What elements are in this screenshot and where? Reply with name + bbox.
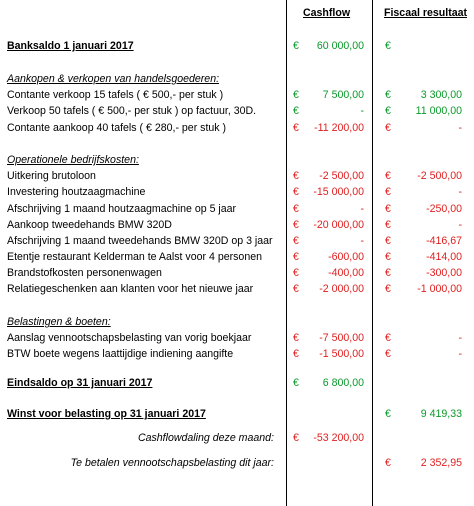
row-label: Banksaldo 1 januari 2017 <box>7 40 134 52</box>
cashflow-value: - <box>360 105 364 117</box>
cashflow-value: -2 000,00 <box>319 283 364 295</box>
row-label: Aanslag vennootschapsbelasting van vorig boekjaar <box>7 332 252 344</box>
cashflow-value: -600,00 <box>328 251 364 263</box>
table-row <box>0 183 474 201</box>
cashflow-value: -20 000,00 <box>313 219 364 231</box>
cashflow-value: 6 800,00 <box>322 377 364 389</box>
fiscal-currency-symbol: € <box>385 348 391 360</box>
cashflow-currency-symbol: € <box>293 267 299 279</box>
row-label: Afschrijving 1 maand houtzaagmachine op 5 jaar <box>7 203 237 215</box>
row-label: Uitkering brutoloon <box>7 170 96 182</box>
cashflow-value: - <box>360 203 364 215</box>
row-label: Etentje restaurant Kelderman te Aalst voor 4 personen <box>7 251 262 263</box>
cashflow-value: -1 500,00 <box>319 348 364 360</box>
fiscal-currency-symbol: € <box>385 283 391 295</box>
fiscal-currency-symbol: € <box>385 219 391 231</box>
fiscal-currency-symbol: € <box>385 251 391 263</box>
cashflow-currency-symbol: € <box>293 105 299 117</box>
cashflow-currency-symbol: € <box>293 186 299 198</box>
fiscal-currency-symbol: € <box>385 170 391 182</box>
table-row <box>0 280 474 298</box>
cashflow-currency-symbol: € <box>293 122 299 134</box>
cashflow-value: 7 500,00 <box>322 89 364 101</box>
cashflow-value: - <box>360 235 364 247</box>
fiscal-value: -414,00 <box>426 251 462 263</box>
cashflow-value: -400,00 <box>328 267 364 279</box>
fiscal-currency-symbol: € <box>385 89 391 101</box>
table-row <box>0 37 474 55</box>
row-label: Investering houtzaagmachine <box>7 186 146 198</box>
row-label: Contante verkoop 15 tafels ( € 500,- per stuk ) <box>7 89 224 101</box>
table-row <box>0 374 474 392</box>
fiscal-value: 3 300,00 <box>420 89 462 101</box>
fiscal-currency-symbol: € <box>385 408 391 420</box>
row-label: Brandstofkosten personenwagen <box>7 267 162 279</box>
fiscal-value: -416,67 <box>426 235 462 247</box>
cashflow-value: -15 000,00 <box>313 186 364 198</box>
table-row <box>0 405 474 423</box>
section-title: Aankopen & verkopen van handelsgoederen: <box>7 73 220 85</box>
fiscal-value: -300,00 <box>426 267 462 279</box>
cashflow-value: 60 000,00 <box>316 40 364 52</box>
fiscal-value: - <box>458 219 462 231</box>
cashflow-currency-symbol: € <box>293 170 299 182</box>
row-label: Te betalen vennootschapsbelasting dit jaar: <box>70 457 274 469</box>
cashflow-currency-symbol: € <box>293 219 299 231</box>
fiscal-value: -250,00 <box>426 203 462 215</box>
fiscal-value: 2 352,95 <box>420 457 462 469</box>
cashflow-currency-symbol: € <box>293 377 299 389</box>
row-label: Cashflowdaling deze maand: <box>137 432 274 444</box>
table-row <box>0 454 474 472</box>
fiscal-value: 9 419,33 <box>420 408 462 420</box>
fiscal-value: 11 000,00 <box>415 105 462 117</box>
cashflow-currency-symbol: € <box>293 203 299 215</box>
cashflow-currency-symbol: € <box>293 40 299 52</box>
fiscal-value: - <box>458 122 462 134</box>
row-label: Verkoop 50 tafels ( € 500,- per stuk ) op factuur, 30D. <box>7 105 257 117</box>
fiscal-currency-symbol: € <box>385 203 391 215</box>
fiscal-value: - <box>458 348 462 360</box>
section-title: Belastingen & boeten: <box>7 316 111 328</box>
cashflow-currency-symbol: € <box>293 89 299 101</box>
fiscal-currency-symbol: € <box>385 235 391 247</box>
fiscal-value: -2 500,00 <box>417 170 462 182</box>
cashflow-currency-symbol: € <box>293 235 299 247</box>
fiscal-currency-symbol: € <box>385 267 391 279</box>
cashflow-value: -53 200,00 <box>313 432 364 444</box>
row-label: Aankoop tweedehands BMW 320D <box>7 219 172 231</box>
cashflow-currency-symbol: € <box>293 283 299 295</box>
fiscal-currency-symbol: € <box>385 122 391 134</box>
fiscal-value: -1 000,00 <box>417 283 462 295</box>
cashflow-value: -2 500,00 <box>319 170 364 182</box>
table-row <box>0 345 474 363</box>
cashflow-currency-symbol: € <box>293 332 299 344</box>
fiscal-currency-symbol: € <box>385 105 391 117</box>
header-cashflow: Cashflow <box>303 7 351 19</box>
row-label: Winst voor belasting op 31 januari 2017 <box>7 408 206 420</box>
row-label: BTW boete wegens laattijdige indiening aangifte <box>7 348 234 360</box>
table-row <box>0 102 474 120</box>
row-label: Relatiegeschenken aan klanten voor het nieuwe jaar <box>7 283 254 295</box>
fiscal-currency-symbol: € <box>385 457 391 469</box>
row-label: Eindsaldo op 31 januari 2017 <box>7 377 153 389</box>
fiscal-currency-symbol: € <box>385 332 391 344</box>
section-title: Operationele bedrijfskosten: <box>7 154 139 166</box>
row-label: Contante aankoop 40 tafels ( € 280,- per stuk ) <box>7 122 227 134</box>
table-row <box>0 429 474 447</box>
header-fiscal: Fiscaal resultaat <box>384 7 468 19</box>
row-label: Afschrijving 1 maand tweedehands BMW 320D op 3 jaar <box>7 235 273 247</box>
cashflow-currency-symbol: € <box>293 348 299 360</box>
table-row <box>0 119 474 137</box>
fiscal-currency-symbol: € <box>385 40 391 52</box>
fiscal-currency-symbol: € <box>385 186 391 198</box>
fiscal-value: - <box>458 186 462 198</box>
cashflow-currency-symbol: € <box>293 251 299 263</box>
cashflow-currency-symbol: € <box>293 432 299 444</box>
cashflow-value: -11 200,00 <box>314 122 364 134</box>
fiscal-value: - <box>458 332 462 344</box>
cashflow-value: -7 500,00 <box>319 332 364 344</box>
